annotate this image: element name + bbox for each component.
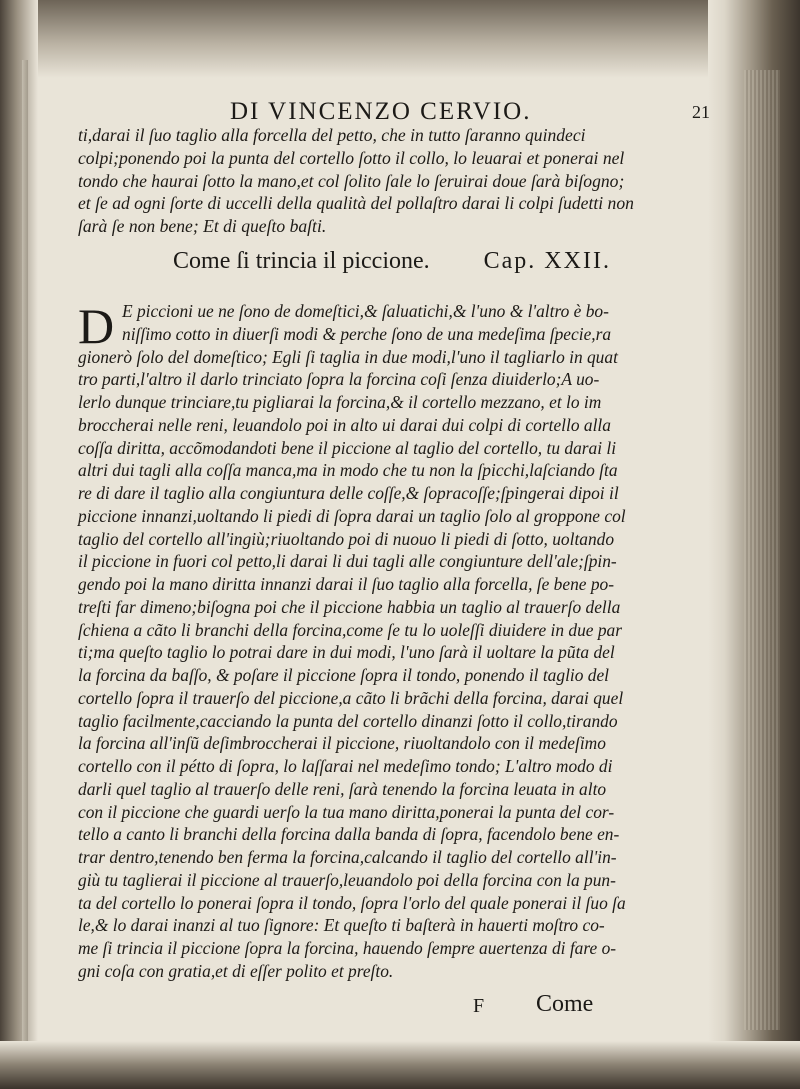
text-line: taglio facilmente,cacciando la punta del cortello dinanzi ſotto il collo,tirando [78,710,618,731]
text-line: gni coſa con gratia,et di eſſer polito et preſto. [78,960,394,981]
text-line: altri dui tagli alla coſſa manca,ma in modo che tu non la ſpicchi,laſciando ſta [78,460,618,481]
page-number: 21 [692,102,710,122]
text-line: cortello con il pétto di ſopra, lo laſſarai nel medeſimo tondo; L'altro modo di [78,756,613,776]
text-line: re di dare il taglio alla congiuntura delle coſſe,& ſopracoſſe;ſpingerai dipoi il [78,483,619,503]
text-line: ti,darai il ſuo taglio alla forcella del petto, che in tutto ſaranno quindeci [78,125,586,145]
text-line: lerlo dunque trinciare,tu pigliarai la forcina,& il cortello mezzano, et lo im [78,392,602,412]
text-line: piccione innanzi,uoltando li piedi di ſopra darai un taglio ſolo al groppone col [78,505,626,526]
text-line-content: E piccioni ue ne ſono de domeſtici,& ſaluatichi,& l'uno & l'altro è bo- [122,301,609,321]
text-line: et ſe ad ogni ſorte di uccelli della qualità del pollaſtro darai li colpi ſudetti non [78,193,634,214]
text-line: tondo che haurai ſotto la mano,et col ſolito ſale lo ſeruirai doue ſarà biſogno; [78,170,625,191]
text-line: ſchiena a cãto li branchi della forcina,come ſe tu lo uoleſſi diuidere in due par [78,619,623,640]
page-gutter-shadow [0,0,38,1089]
text-line: tro parti,l'altro il darlo trinciato ſopra la forcina coſi ſenza diuiderlo;A uo- [78,369,600,390]
page-fore-edge-leaves [744,70,780,1030]
text-line: tello a canto li branchi della forcina dalla banda di ſopra, facendolo bene en- [78,824,620,845]
text-line: il piccione in fuori col petto,li darai li dui tagli alle congiunture dell'ale;ſpin- [78,551,617,572]
continuation-paragraph [78,124,706,238]
text-line: treſti far dimeno;biſogna poi che il piccione habbia un taglio al trauerſo della [78,596,621,617]
text-line: ta del cortello lo ponerai ſopra il tondo, ſopra l'orlo del quale ponerai il ſuo ſa [78,892,626,913]
drop-cap: D [78,298,115,354]
text-line: gendo poi la mano diritta innanzi darai il ſuo taglio alla forcella, ſe bene po- [78,574,615,594]
page-edge-left [22,60,28,1050]
text-line: le,& lo darai inanzi al tuo ſignore: Et queſto ti baſterà in hauerti moſtro co- [78,915,605,936]
chapter-number: Cap. XXII. [483,248,611,274]
page-shadow-bottom [0,1041,800,1089]
text-line: coſſa diritta, accõmodandoti bene il piccione al taglio del cortello, tu darai li [78,437,617,458]
text-line: taglio del cortello all'ingiù;riuoltando poi di nuouo li piedi di ſotto, uoltando [78,528,615,549]
signature-mark: F [473,995,485,1017]
text-line: gionerò ſolo del domeſtico; Egli ſi taglia in due modi,l'uno il tagliarlo in quat [78,346,618,367]
text-line: ſarà ſe non bene; Et di queſto baſti. [78,216,327,237]
text-line: cortello ſopra il trauerſo del piccione,a cãto li brãchi della forcina, darai quel [78,687,624,708]
running-title: DI VINCENZO CERVIO. [230,98,532,125]
text-line: darli quel taglio al trauerſo delle reni, ſarà tenendo la forcina leuata in alto [78,778,607,799]
text-line: giù tu taglierai il piccione al trauerſo,leuandolo poi della forcina con la pun- [78,869,616,890]
text-line: niſſimo cotto in diuerſi modi & perche ſono de una medeſima ſpecie,ra [122,323,612,344]
text-line: con il piccione che guardi uerſo la tua mano diritta,ponerai la punta del cor- [78,801,615,822]
chapter-body [78,300,708,983]
text-line: la forcina da baſſo, & poſare il piccione ſopra il tondo, ponendo il taglio del [78,665,610,685]
text-line: la forcina all'inſũ deſimbroccherai il piccione, riuoltandolo con il medeſimo [78,733,606,754]
chapter-title: Come ſi trincia il piccione. [173,248,430,274]
text-line: colpi;ponendo poi la punta del cortello ſotto il collo, lo leuarai et ponerai nel [78,147,625,168]
catchword: Come [536,991,594,1017]
page-shadow-top [0,0,800,78]
text-line: me ſi trincia il piccione ſopra la forcina, hauendo ſempre auertenza di fare o- [78,938,617,958]
text-line: trar dentro,tenendo ben ferma la forcina,calcando il taglio del cortello all'in- [78,847,617,867]
page-footer [78,991,708,1025]
text-line: ti;ma queſto taglio lo potrai dare in dui modi, l'uno ſarà il uoltare la pũta del [78,642,615,663]
text-line: broccherai nelle reni, leuandolo poi in alto ui darai dui colpi di cortello alla [78,414,611,435]
chapter-heading [78,248,706,275]
